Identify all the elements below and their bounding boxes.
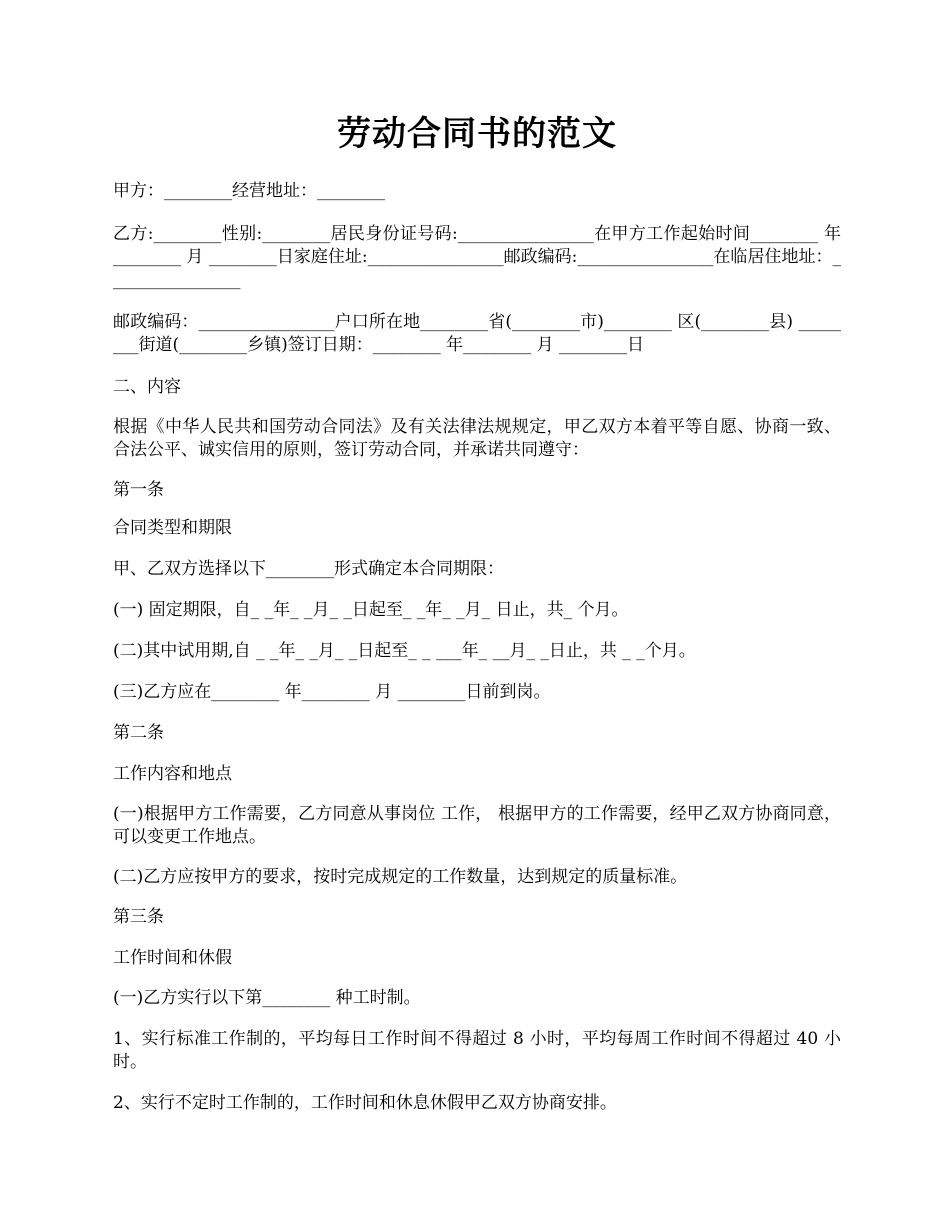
- document-title: 劳动合同书的范文: [337, 114, 617, 154]
- article-2-title: 工作内容和地点: [113, 764, 232, 784]
- preamble-paragraph: 根据《中华人民共和国劳动合同法》及有关法律法规规定，甲乙双方本着平等自愿、协商一致、合法公平、诚实信用的原则，签订劳动合同，并承诺共同遵守：: [113, 417, 841, 460]
- article-1-clause-1: (一) 固定期限，自_ _年_ _月_ _日起至_ _年_ _月_ 日止，共_ 个月。: [113, 600, 629, 620]
- party-b-info: 乙方:________性别:________居民身份证号码:________________在甲方工作起始时间________ 年________ 月 ________日家庭住址:________________邮政编码:________________在临居住地址：________________: [113, 224, 841, 290]
- article-2-clause-2: (二)乙方应按甲方的要求，按时完成规定的工作数量，达到规定的质量标准。: [113, 867, 688, 887]
- article-3-item-2: 2、实行不定时工作制的，工作时间和休息休假甲乙双方协商安排。: [113, 1093, 617, 1113]
- article-3-title: 工作时间和休假: [113, 948, 232, 968]
- article-1-term-selection: 甲、乙双方选择以下________形式确定本合同期限：: [113, 559, 504, 579]
- article-1-title: 合同类型和期限: [113, 518, 232, 538]
- article-3-item-1: 1、实行标准工作制的，平均每日工作时间不得超过 8 小时，平均每周工作时间不得超过 40 小时。: [113, 1029, 841, 1072]
- article-2-clause-1: (一)根据甲方工作需要，乙方同意从事岗位 工作， 根据甲方的工作需要，经甲乙双方协商同意，可以变更工作地点。: [113, 804, 841, 847]
- article-3-clause-1: (一)乙方实行以下第________ 种工时制。: [113, 988, 421, 1008]
- party-a-line: 甲方：________经营地址：________: [113, 181, 385, 201]
- article-1-clause-3: (三)乙方应在________ 年________ 月 ________日前到岗。: [113, 682, 551, 702]
- article-2-heading: 第二条: [113, 723, 164, 743]
- article-1-heading: 第一条: [113, 480, 164, 500]
- section-heading-content: 二、内容: [113, 377, 181, 397]
- postal-residence-info: 邮政编码：________________户口所在地________省(________市)________ 区(________县) ________街道(________乡镇)签订日期：________ 年________ 月 ________日: [113, 312, 841, 355]
- article-1-clause-2: (二)其中试用期,自 _ _年_ _月_ _日起至_ _ ___年_ __月_ _日止，共 _ _个月。: [113, 641, 696, 661]
- article-3-heading: 第三条: [113, 907, 164, 927]
